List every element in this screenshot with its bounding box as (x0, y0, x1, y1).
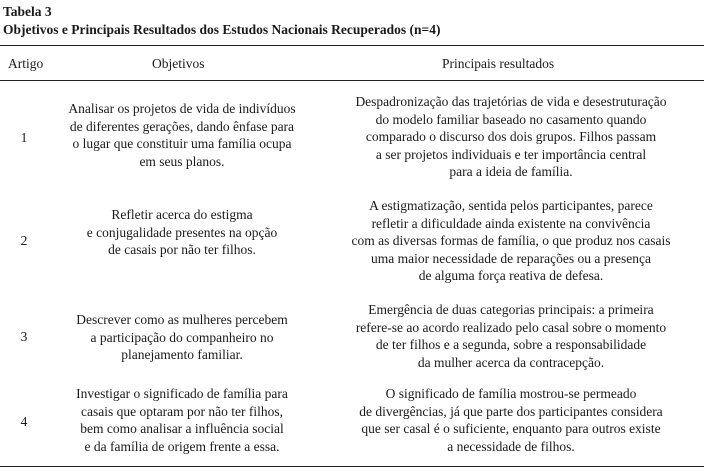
header-rule (0, 80, 704, 81)
text-line: de diferentes gerações, dando ênfase para (69, 118, 295, 134)
text-line: O significado de família mostrou-se permeado (385, 386, 637, 401)
header-resultados: Principais resultados (442, 56, 555, 71)
text-line: de casais por não ter filhos. (108, 242, 256, 258)
text-line: de ter filhos e a segunda, sobre a responsabilidade (375, 337, 647, 353)
objetivos-2 (40, 206, 324, 259)
objetivos-1 (40, 100, 324, 170)
text-line: uma maior necessidade de reparações ou a presença (371, 250, 651, 266)
text-line: do modelo familiar baseado no casamento quando (375, 111, 647, 127)
text-line: e da família de origem frente a essa. (84, 438, 280, 454)
resultados-4 (326, 385, 696, 455)
text-line: bem como analisar a influência social (80, 421, 284, 437)
text-line: a participação do companheiro no (90, 329, 274, 345)
text-line: Despadronização das trajetórias de vida e desestruturação (355, 94, 667, 109)
top-rule (0, 45, 704, 46)
artigo-4: 4 (20, 414, 28, 429)
artigo-1: 1 (20, 130, 28, 145)
table-caption (3, 3, 440, 39)
text-line: Emergência de duas categorias principais: a primeira (368, 302, 654, 317)
header-objetivos: Objetivos (152, 56, 205, 71)
text-line: para a ideia de família. (449, 164, 573, 180)
objetivos-4 (40, 385, 324, 455)
text-line: Refletir acerca do estigma (111, 207, 253, 222)
resultados-3 (326, 301, 696, 371)
text-line: planejamento familiar. (121, 347, 243, 363)
text-line: Investigar o significado de família para (76, 386, 288, 401)
text-line: a ser projetos individuais e ter importância central (375, 146, 647, 162)
text-line: a necessidade de filhos. (447, 438, 575, 454)
text-line: e conjugalidade presentes na opção (86, 224, 278, 240)
text-line: o lugar que constituir uma família ocupa (72, 136, 292, 152)
text-line: casais que optaram por não ter filhos, (80, 403, 284, 419)
text-line: que ser casal é o suficiente, enquanto para outros existe (361, 421, 661, 437)
text-line: refletir a dificuldade ainda existente na convivência (371, 215, 651, 231)
resultados-1 (326, 93, 696, 181)
text-line: Analisar os projetos de vida de indivíduos (68, 101, 296, 116)
header-artigo: Artigo (8, 56, 44, 71)
text-line: A estigmatização, sentida pelos participantes, parece (369, 198, 653, 213)
text-line: com as diversas formas de família, o que produz nos casais (351, 233, 671, 249)
table-label: Tabela 3 (3, 4, 52, 19)
text-line: em seus planos. (139, 153, 225, 169)
text-line: Descrever como as mulheres percebem (76, 312, 288, 327)
resultados-2 (326, 197, 696, 285)
table-title: Objetivos e Principais Resultados dos Estudos Nacionais Recuperados (n=4) (3, 22, 441, 37)
artigo-3: 3 (20, 329, 28, 344)
text-line: refere-se ao acordo realizado pelo casal sobre o momento (355, 319, 667, 335)
objetivos-3 (40, 311, 324, 364)
text-line: da mulher acerca da contracepção. (417, 354, 605, 370)
text-line: de alguma força reativa de defesa. (418, 268, 604, 284)
artigo-2: 2 (20, 233, 28, 248)
text-line: comparado o discurso dos dois grupos. Filhos passam (365, 129, 657, 145)
text-line: de divergências, já que parte dos participantes considera (359, 403, 663, 419)
bottom-rule (0, 466, 704, 467)
